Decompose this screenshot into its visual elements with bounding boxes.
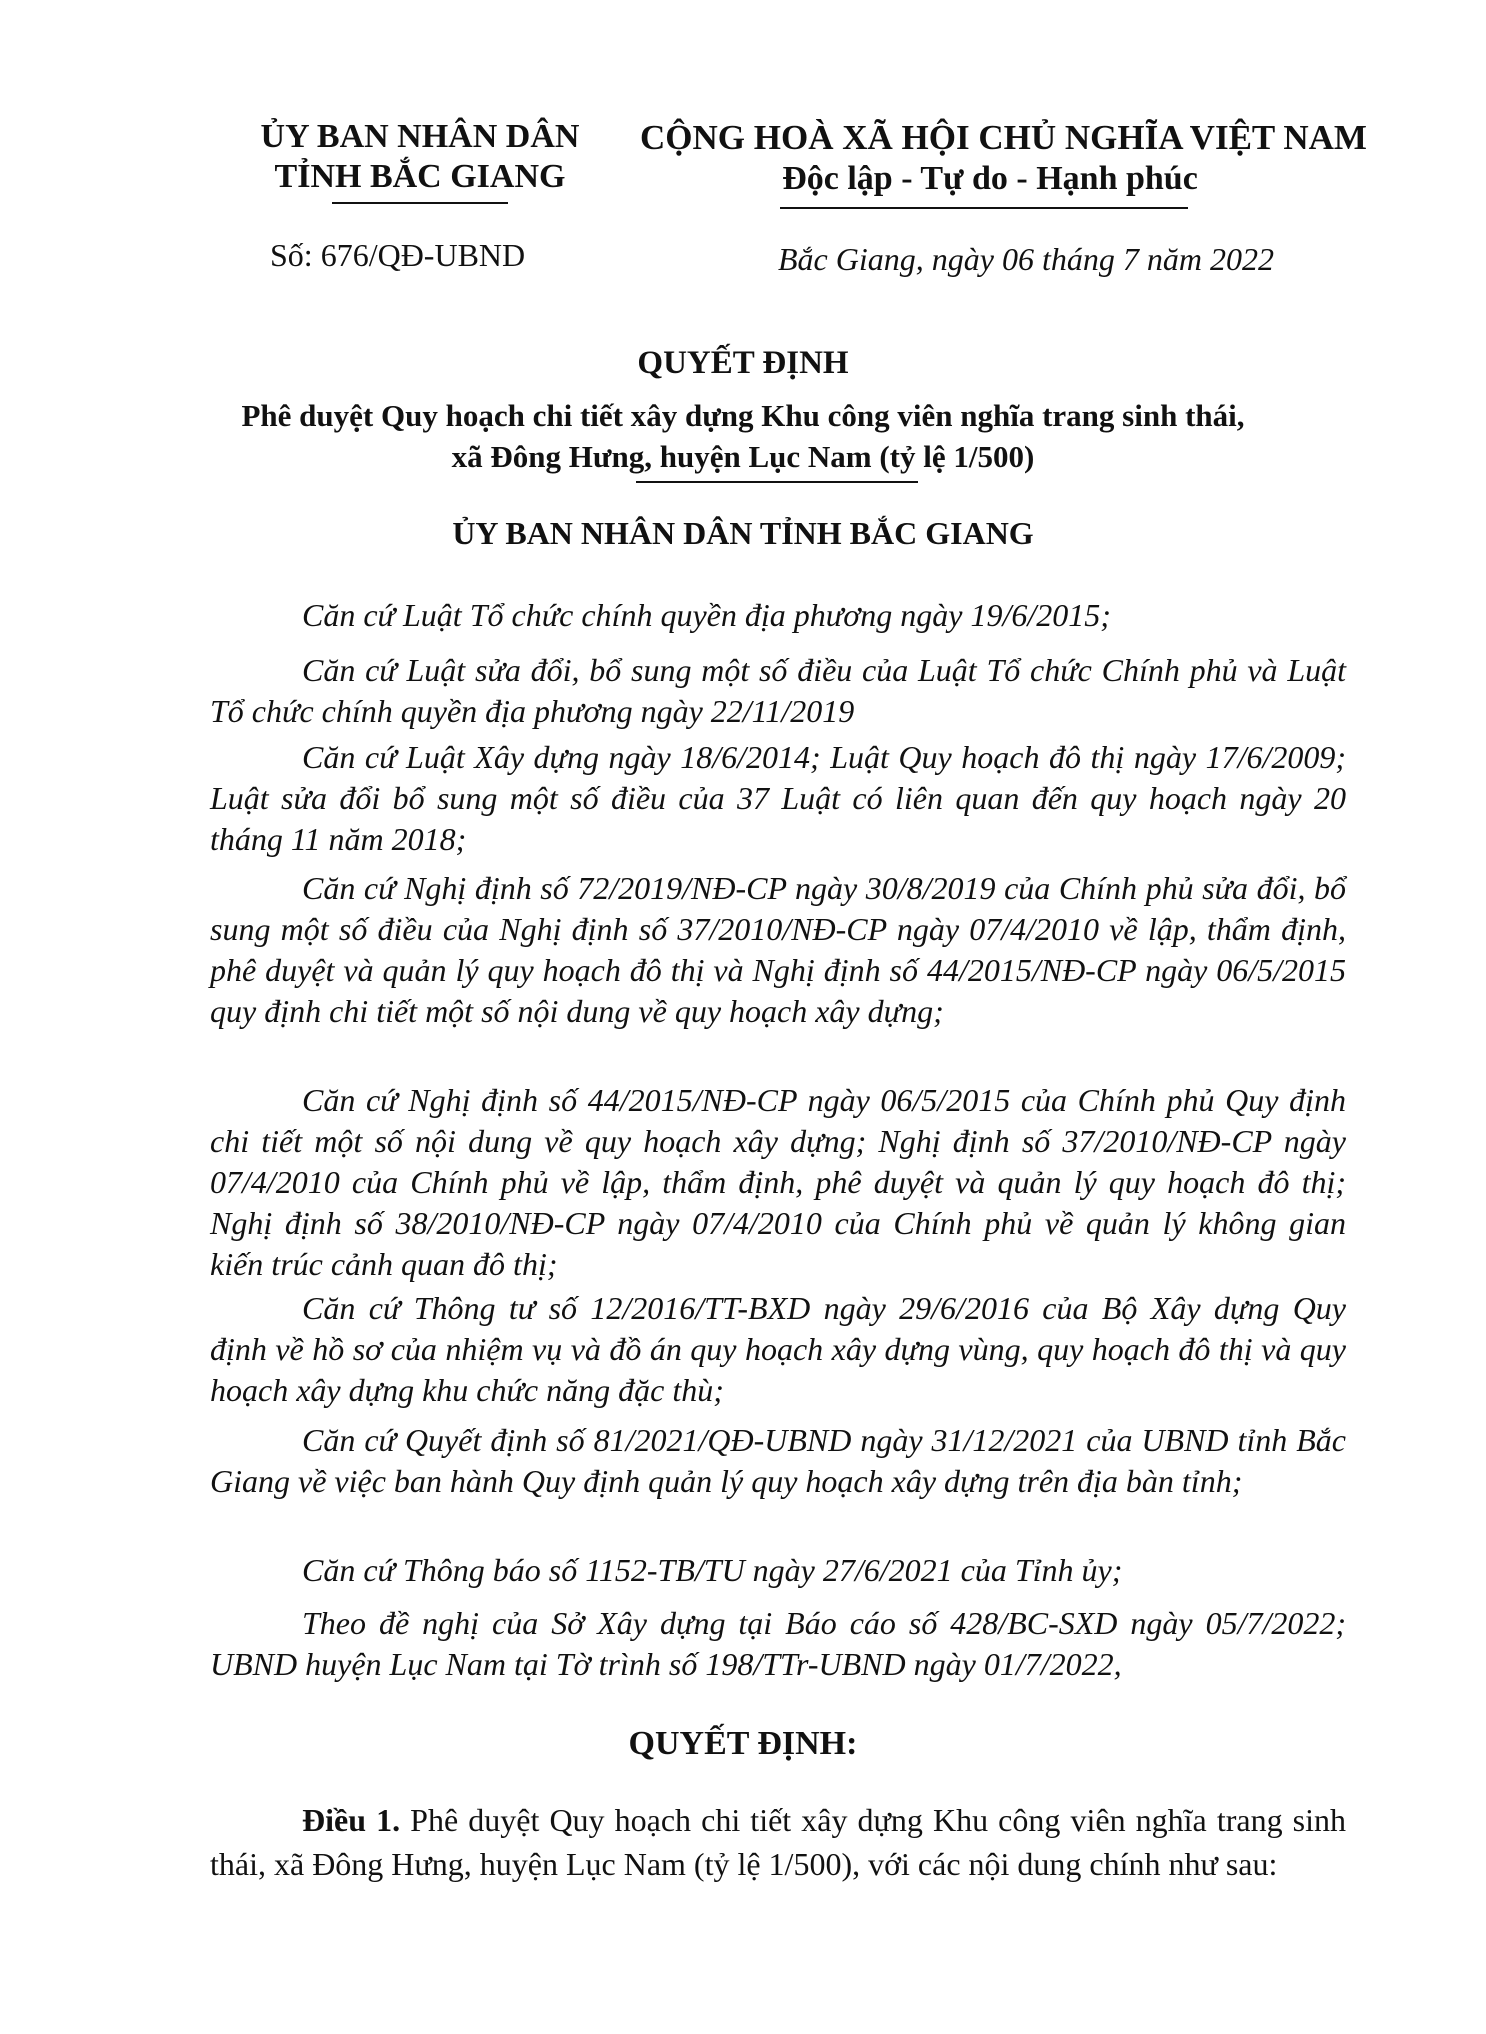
legal-basis-6: Căn cứ Thông tư số 12/2016/TT-BXD ngày 29/6/2016 của Bộ Xây dựng Quy định về hồ sơ của nhiệm vụ và đồ án quy hoạch xây dựng vùng, quy hoạch đô thị và quy hoạch xây dựng khu chức năng đặc thù; [210, 1290, 1346, 1408]
legal-basis-1: Căn cứ Luật Tổ chức chính quyền địa phương ngày 19/6/2015; [302, 597, 1111, 633]
motto-underline [780, 207, 1188, 209]
subject-line-2: xã Đông Hưng, huyện Lục Nam (tỷ lệ 1/500) [451, 439, 1035, 474]
issuing-authority: ỦY BAN NHÂN DÂN TỈNH BẮC GIANG [452, 515, 1034, 551]
legal-basis-2: Căn cứ Luật sửa đổi, bổ sung một số điều của Luật Tổ chức Chính phủ và Luật Tổ chức chính quyền địa phương ngày 22/11/2019 [210, 652, 1346, 729]
legal-basis-9: Theo đề nghị của Sở Xây dựng tại Báo cáo số 428/BC-SXD ngày 05/7/2022; UBND huyện Lục Nam tại Tờ trình số 198/TTr-UBND ngày 01/7/2022, [210, 1605, 1346, 1682]
agency-name-line2: TỈNH BẮC GIANG [274, 158, 566, 195]
agency-name-line1: ỦY BAN NHÂN DÂN [260, 118, 580, 155]
legal-basis-8: Căn cứ Thông báo số 1152-TB/TU ngày 27/6/2021 của Tỉnh ủy; [302, 1552, 1123, 1588]
nation-title: CỘNG HOÀ XÃ HỘI CHỦ NGHĨA VIỆT NAM [640, 118, 1367, 157]
legal-basis-7: Căn cứ Quyết định số 81/2021/QĐ-UBND ngày 31/12/2021 của UBND tỉnh Bắc Giang về việc ban hành Quy định quản lý quy hoạch xây dựng trên địa bàn tỉnh; [210, 1422, 1346, 1499]
place-date: Bắc Giang, ngày 06 tháng 7 năm 2022 [778, 241, 1274, 277]
nation-motto: Độc lập - Tự do - Hạnh phúc [782, 160, 1198, 197]
subject-underline [636, 481, 918, 483]
article-1-label: Điều 1. [302, 1802, 401, 1838]
agency-underline [332, 202, 508, 204]
decision-heading: QUYẾT ĐỊNH: [628, 1725, 858, 1762]
legal-basis-4: Căn cứ Nghị định số 72/2019/NĐ-CP ngày 30/8/2019 của Chính phủ sửa đổi, bổ sung một số điều của Nghị định số 37/2010/NĐ-CP ngày 07/4/2010 về lập, thẩm định, phê duyệt và quản lý quy hoạch đô thị và Nghị định số 44/2015/NĐ-CP ngày 06/5/2015 quy định chi tiết một số nội dung về quy hoạch xây dựng; [210, 870, 1346, 1029]
subject-line-1: Phê duyệt Quy hoạch chi tiết xây dựng Khu công viên nghĩa trang sinh thái, [241, 398, 1245, 433]
article-1-text: Phê duyệt Quy hoạch chi tiết xây dựng Khu công viên nghĩa trang sinh thái, xã Đông Hưng, huyện Lục Nam (tỷ lệ 1/500), với các nội dung chính như sau: [210, 1802, 1347, 1882]
legal-basis-5: Căn cứ Nghị định số 44/2015/NĐ-CP ngày 06/5/2015 của Chính phủ Quy định chi tiết một số nội dung về quy hoạch xây dựng; Nghị định số 37/2010/NĐ-CP ngày 07/4/2010 của Chính phủ về lập, thẩm định, phê duyệt và quản lý quy hoạch đô thị; Nghị định số 38/2010/NĐ-CP ngày 07/4/2010 của Chính phủ về quản lý không gian kiến trúc cảnh quan đô thị; [210, 1082, 1346, 1282]
legal-basis-3: Căn cứ Luật Xây dựng ngày 18/6/2014; Luật Quy hoạch đô thị ngày 17/6/2009; Luật sửa đổi bổ sung một số điều của 37 Luật có liên quan đến quy hoạch ngày 20 tháng 11 năm 2018; [210, 739, 1346, 857]
document-type-title: QUYẾT ĐỊNH [637, 345, 849, 381]
article-1 [210, 1798, 1346, 1886]
document-number: Số: 676/QĐ-UBND [270, 237, 526, 273]
